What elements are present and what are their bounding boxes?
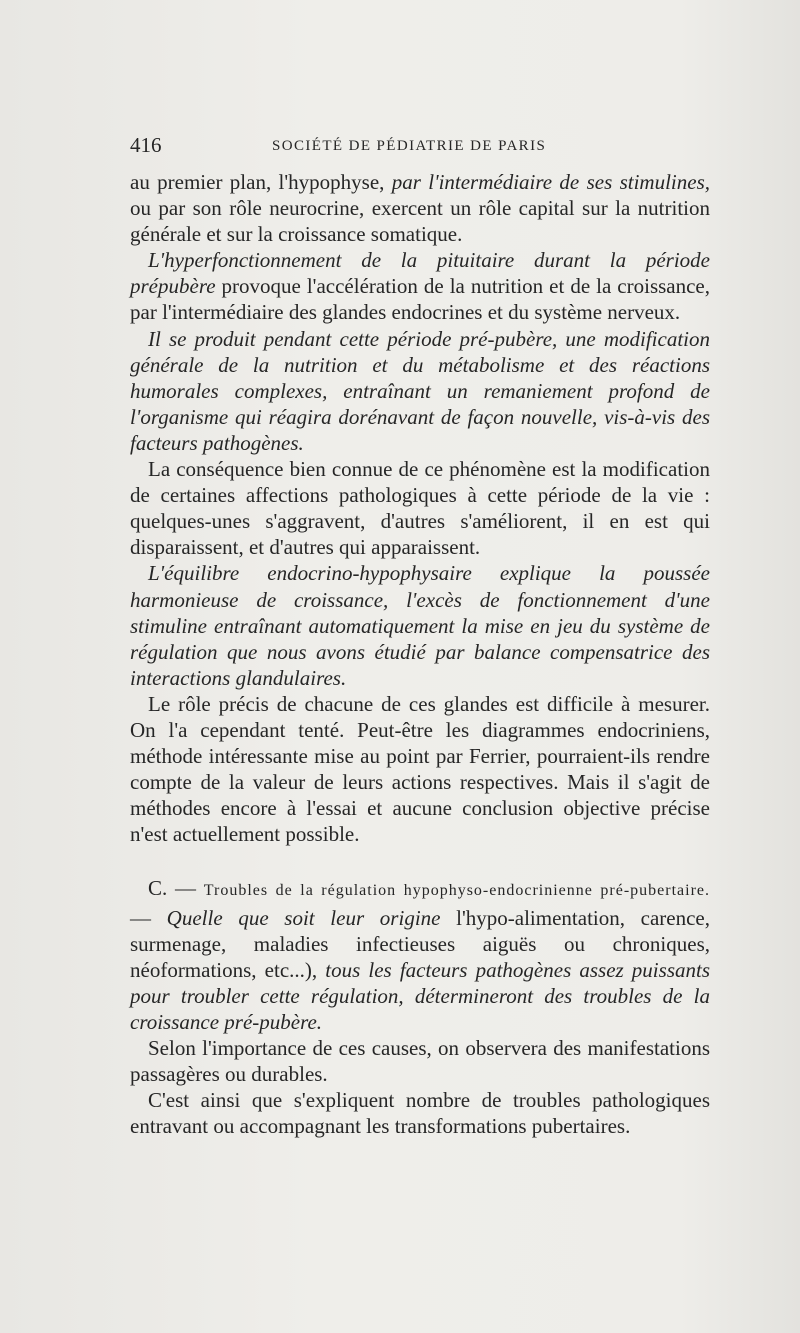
paragraph-2 — [130, 247, 710, 325]
p7-italic-a: Quelle que soit leur origine — [166, 905, 441, 930]
paragraph-1 — [130, 169, 710, 247]
section-label: C. — — [148, 876, 204, 901]
paragraph-9 — [130, 1087, 710, 1139]
paragraph-5 — [130, 560, 710, 690]
p3-italic: Il se produit pendant cette période pré-pubère, une modification générale de la nutrition et du métabolisme et des réactions humorales complexes, entraînant un remaniement profond de l'organisme qui réagira dorénavant de façon nouvelle, vis-à-vis des facteurs pathogènes. — [130, 326, 710, 455]
paragraph-4 — [130, 456, 710, 560]
p7-text: l'hypo-alimentation, carence, surmenage, maladies infectieuses aiguës ou chroniques, néoformations, etc...), — [130, 905, 710, 982]
p1-text-c: ou par son rôle neurocrine, exercent un rôle capital sur la nutrition générale et sur la croissance somatique. — [130, 196, 710, 247]
section-c-paragraph — [130, 875, 710, 1035]
p1-text-a: au premier plan, l'hypophyse, — [130, 170, 392, 194]
p7-italic-c: tous les facteurs pathogènes assez puissants pour troubler cette régulation, détermineront des troubles de la croissance pré-pubère. — [130, 957, 710, 1034]
running-header — [130, 133, 710, 159]
body-text — [130, 169, 710, 1139]
journal-title: SOCIÉTÉ DE PÉDIATRIE DE PARIS — [272, 138, 547, 154]
p4-text: La conséquence bien connue de ce phénomène est la modification de certaines affections pathologiques à cette période de la vie : quelques-unes s'aggravent, d'autres s'améliorent, il en est qui disparaissent, et d'autres qui apparaissent. — [130, 457, 710, 560]
p9-text: C'est ainsi que s'expliquent nombre de troubles pathologiques entravant ou accompagnant les transformations pubertaires. — [130, 1088, 710, 1139]
paragraph-3 — [130, 326, 710, 456]
p6-text: Le rôle précis de chacune de ces glandes est difficile à mesurer. On l'a cependant tenté. Peut-être les diagrammes endocriniens, méthode intéressante mise au point par Ferrier, pourraient-ils rendre compte de la valeur de leurs actions respectives. Mais il s'agit de méthodes encore à l'essai et aucune conclusion objective précise n'est actuellement possible. — [130, 691, 710, 847]
p8-text: Selon l'importance de ces causes, on observera des manifestations passagères ou durables. — [130, 1036, 710, 1087]
paragraph-8 — [130, 1035, 710, 1087]
section-heading: Troubles de la régulation hypophyso-endocrinienne pré-pubertaire. — [203, 882, 710, 900]
p1-italic: par l'intermédiaire de ses stimulines, — [391, 170, 711, 194]
section-dash: — — [130, 905, 167, 930]
p2-italic: L'hyperfonctionnement de la pituitaire durant la période prépubère — [130, 248, 710, 299]
page-number: 416 — [130, 133, 162, 157]
p5-italic: L'équilibre endocrino-hypophysaire explique la poussée harmonieuse de croissance, l'excès de fonctionnement d'une stimuline entraînant automatiquement la mise en jeu du système de régulation que nous avons étudié par balance compensatrice des interactions glandulaires. — [130, 561, 710, 690]
paragraph-6 — [130, 691, 710, 848]
p2-text: provoque l'accélération de la nutrition et de la croissance, par l'intermédiaire des glandes endocrines et du système nerveux. — [130, 274, 710, 325]
